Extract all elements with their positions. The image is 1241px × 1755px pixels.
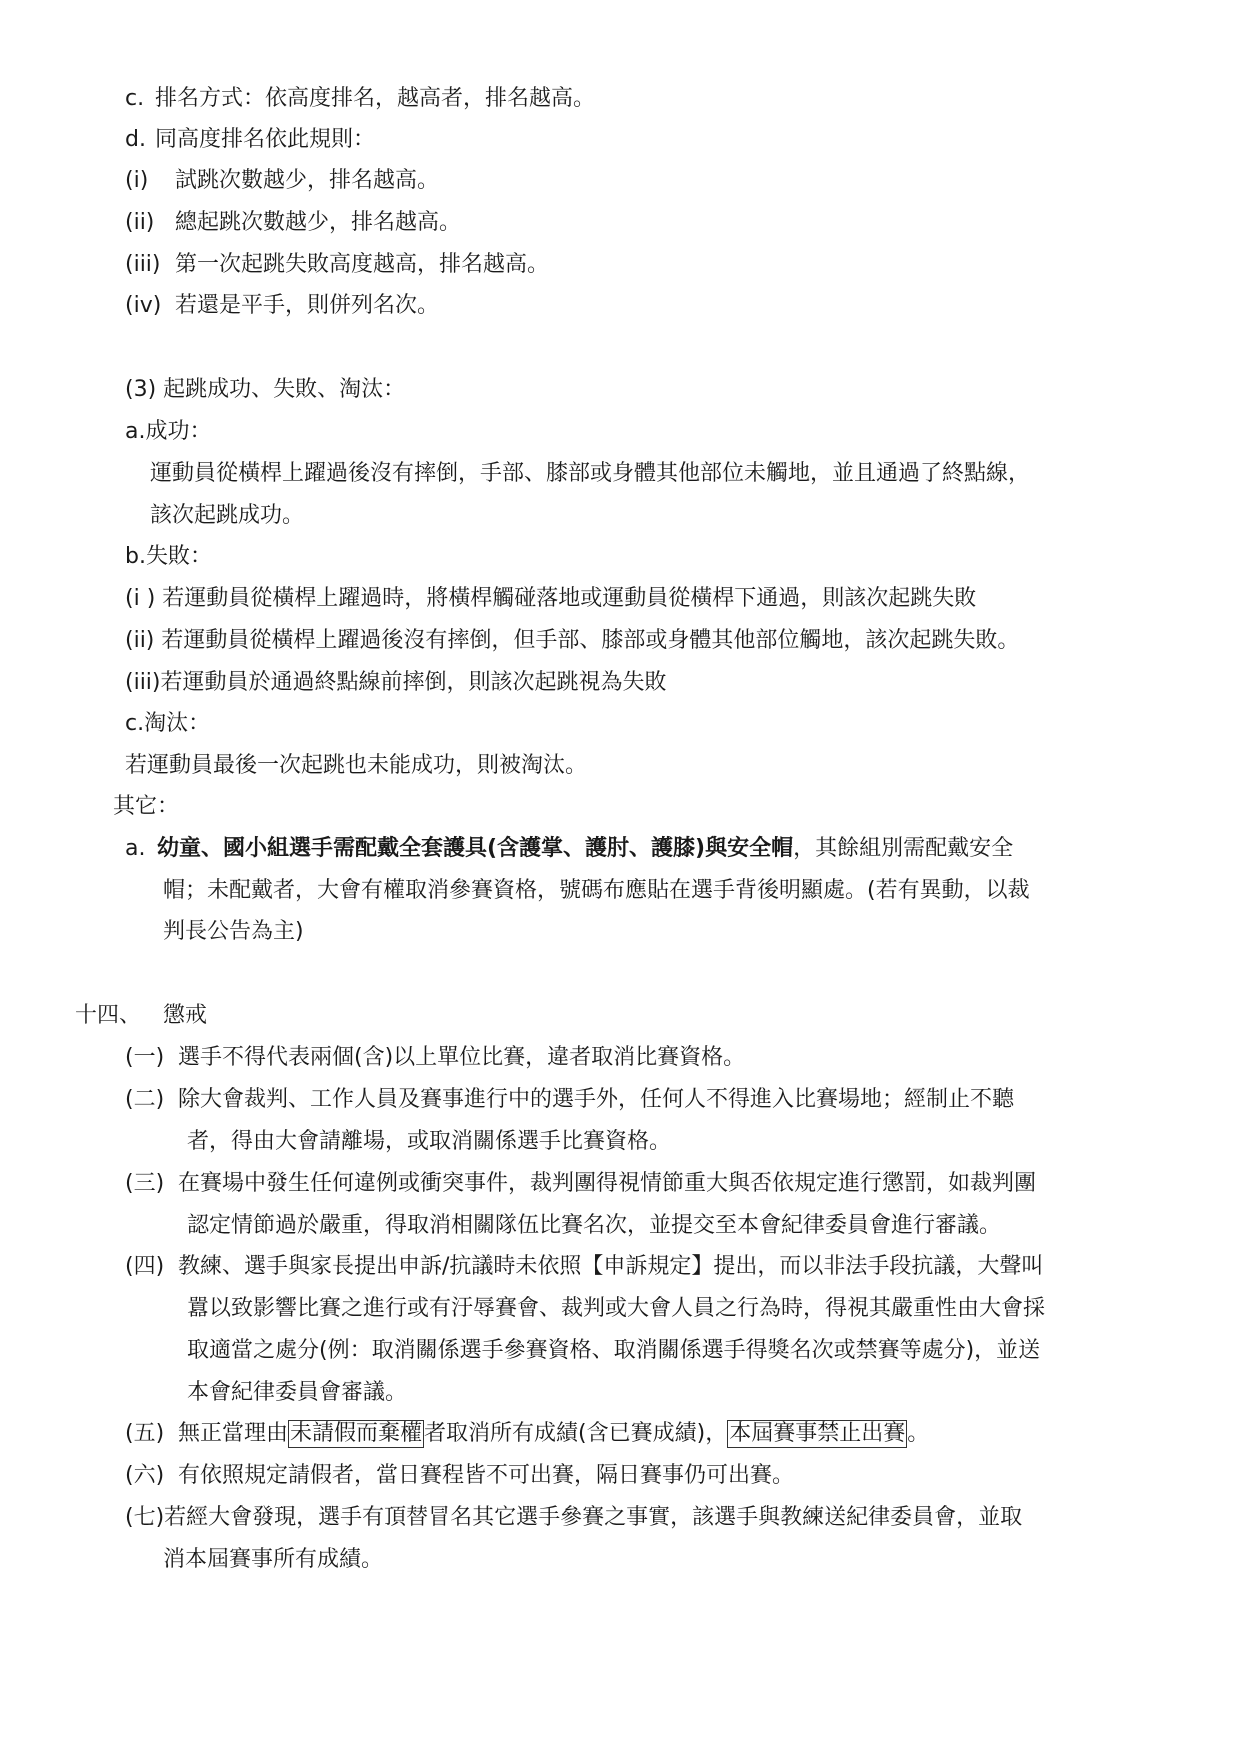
rule-d-i-text: 試跳次數越少，排名越高。 bbox=[175, 168, 440, 193]
penalty-item-7-marker: (七) bbox=[125, 1505, 165, 1530]
penalty-item-4-line-3: 取適當之處分(例：取消關係選手參賽資格、取消關係選手得獎名次或禁賽等處分)，並送 bbox=[187, 1338, 1041, 1363]
penalty-item-6 bbox=[125, 1461, 794, 1491]
section14-heading bbox=[75, 1001, 207, 1031]
penalty-item-1 bbox=[125, 1043, 745, 1073]
others-bold-text: 幼童、國小組選手需配戴全套護具(含護掌、護肘、護膝)與安全帽 bbox=[157, 836, 794, 861]
section14-heading-title: 懲戒 bbox=[163, 1003, 208, 1028]
section3-heading: (3) 起跳成功、失敗、淘汰： bbox=[125, 377, 406, 402]
fail-item-iii: (iii)若運動員於通過終點線前摔倒，則該次起跳視為失敗 bbox=[125, 670, 667, 695]
others-line-2: 帽；未配戴者，大會有權取消參賽資格，號碼布應貼在選手背後明顯處。(若有異動，以裁 bbox=[163, 878, 1030, 903]
success-line-2: 該次起跳成功。 bbox=[150, 503, 305, 528]
rule-d-iv-text: 若還是平手，則併列名次。 bbox=[175, 293, 440, 318]
penalty-item-4-line-1: 教練、選手與家長提出申訴/抗議時未依照【申訴規定】提出，而以非法手段抗議，大聲叫 bbox=[178, 1254, 1044, 1279]
others-item-a-marker: a. bbox=[125, 836, 146, 861]
rule-d-iii bbox=[125, 250, 549, 280]
rule-d-iii-text: 第一次起跳失敗高度越高，排名越高。 bbox=[175, 252, 550, 277]
rule-d-ii bbox=[125, 208, 461, 238]
penalty-item-4-marker: (四) bbox=[125, 1254, 165, 1279]
others-heading: 其它： bbox=[113, 794, 180, 819]
rule-c-marker: c. bbox=[125, 86, 145, 111]
penalty-boxed-ban: 本屆賽事禁止出賽 bbox=[729, 1421, 906, 1446]
success-label: a.成功： bbox=[125, 419, 212, 444]
section14-heading-num: 十四、 bbox=[75, 1003, 142, 1028]
penalty-item-6-text: 有依照規定請假者，當日賽程皆不可出賽，隔日賽事仍可出賽。 bbox=[178, 1463, 795, 1488]
penalty-item-4-line-2: 囂以致影響比賽之進行或有汙辱賽會、裁判或大會人員之行為時，得視其嚴重性由大會採 bbox=[187, 1296, 1046, 1321]
penalty-item-2 bbox=[125, 1085, 1014, 1115]
penalty-item-2-marker: (二) bbox=[125, 1087, 165, 1112]
elimination-text: 若運動員最後一次起跳也未能成功，則被淘汰。 bbox=[125, 753, 588, 778]
penalty-item-6-marker: (六) bbox=[125, 1463, 165, 1488]
penalty-item-5-mid: 者取消所有成績(含已賽成績)， bbox=[424, 1421, 728, 1446]
rule-d-i-marker: (i) bbox=[125, 168, 149, 193]
penalty-item-5-pre: 無正當理由 bbox=[178, 1421, 289, 1446]
rule-d-iii-marker: (iii) bbox=[125, 252, 161, 277]
penalty-item-1-marker: (一) bbox=[125, 1045, 165, 1070]
penalty-item-4 bbox=[125, 1252, 1043, 1282]
penalty-item-3-line-1: 在賽場中發生任何違例或衝突事件，裁判團得視情節重大與否依規定進行懲罰，如裁判團 bbox=[178, 1171, 1037, 1196]
rule-d-i bbox=[125, 166, 439, 196]
others-line1-rest: ，其餘組別需配戴安全 bbox=[793, 836, 1014, 861]
rule-d-iv bbox=[125, 291, 439, 321]
penalty-item-5-end: 。 bbox=[907, 1421, 930, 1446]
fail-item-i: (i ) 若運動員從橫桿上躍過時，將橫桿觸碰落地或運動員從橫桿下通過，則該次起跳失敗 bbox=[125, 586, 977, 611]
rule-d-marker: d. bbox=[125, 127, 146, 152]
penalty-item-7 bbox=[125, 1503, 1022, 1533]
penalty-item-3-marker: (三) bbox=[125, 1171, 165, 1196]
penalty-item-2-line-1: 除大會裁判、工作人員及賽事進行中的選手外，任何人不得進入比賽場地；經制止不聽 bbox=[178, 1087, 1015, 1112]
penalty-item-5-marker: (五) bbox=[125, 1421, 165, 1446]
others-line-3: 判長公告為主) bbox=[163, 919, 304, 944]
fail-item-ii: (ii) 若運動員從橫桿上躍過後沒有摔倒，但手部、膝部或身體其他部位觸地，該次起跳失敗。 bbox=[125, 628, 1020, 653]
penalty-item-7-line-2: 消本屆賽事所有成績。 bbox=[163, 1547, 384, 1572]
elimination-label: c.淘汰： bbox=[125, 711, 211, 736]
rule-d-text: 同高度排名依此規則： bbox=[155, 127, 376, 152]
penalty-item-1-text: 選手不得代表兩個(含)以上單位比賽，違者取消比賽資格。 bbox=[178, 1045, 746, 1070]
success-line-1: 運動員從橫桿上躍過後沒有摔倒，手部、膝部或身體其他部位未觸地，並且通過了終點線， bbox=[150, 461, 1031, 486]
fail-label: b.失敗： bbox=[125, 544, 212, 569]
rule-d-ii-marker: (ii) bbox=[125, 210, 155, 235]
rule-d bbox=[125, 125, 375, 155]
penalty-item-7-line-1: 若經大會發現，選手有頂替冒名其它選手參賽之事實，該選手與教練送紀律委員會，並取 bbox=[164, 1505, 1023, 1530]
penalty-item-3 bbox=[125, 1169, 1036, 1199]
rule-c-text: 排名方式：依高度排名，越高者，排名越高。 bbox=[155, 86, 596, 111]
rule-d-ii-text: 總起跳次數越少，排名越高。 bbox=[175, 210, 462, 235]
penalty-item-3-line-2: 認定情節過於嚴重，得取消相關隊伍比賽名次，並提交至本會紀律委員會進行審議。 bbox=[187, 1213, 1002, 1238]
penalty-item-2-line-2: 者，得由大會請離場，或取消關係選手比賽資格。 bbox=[187, 1129, 672, 1154]
rule-c bbox=[125, 84, 595, 114]
penalty-item-5 bbox=[125, 1419, 929, 1449]
others-item-a bbox=[125, 834, 1013, 864]
penalty-item-4-line-4: 本會紀律委員會審議。 bbox=[187, 1380, 408, 1405]
rule-d-iv-marker: (iv) bbox=[125, 293, 162, 318]
penalty-boxed-forfeit: 未請假而棄權 bbox=[290, 1421, 423, 1446]
